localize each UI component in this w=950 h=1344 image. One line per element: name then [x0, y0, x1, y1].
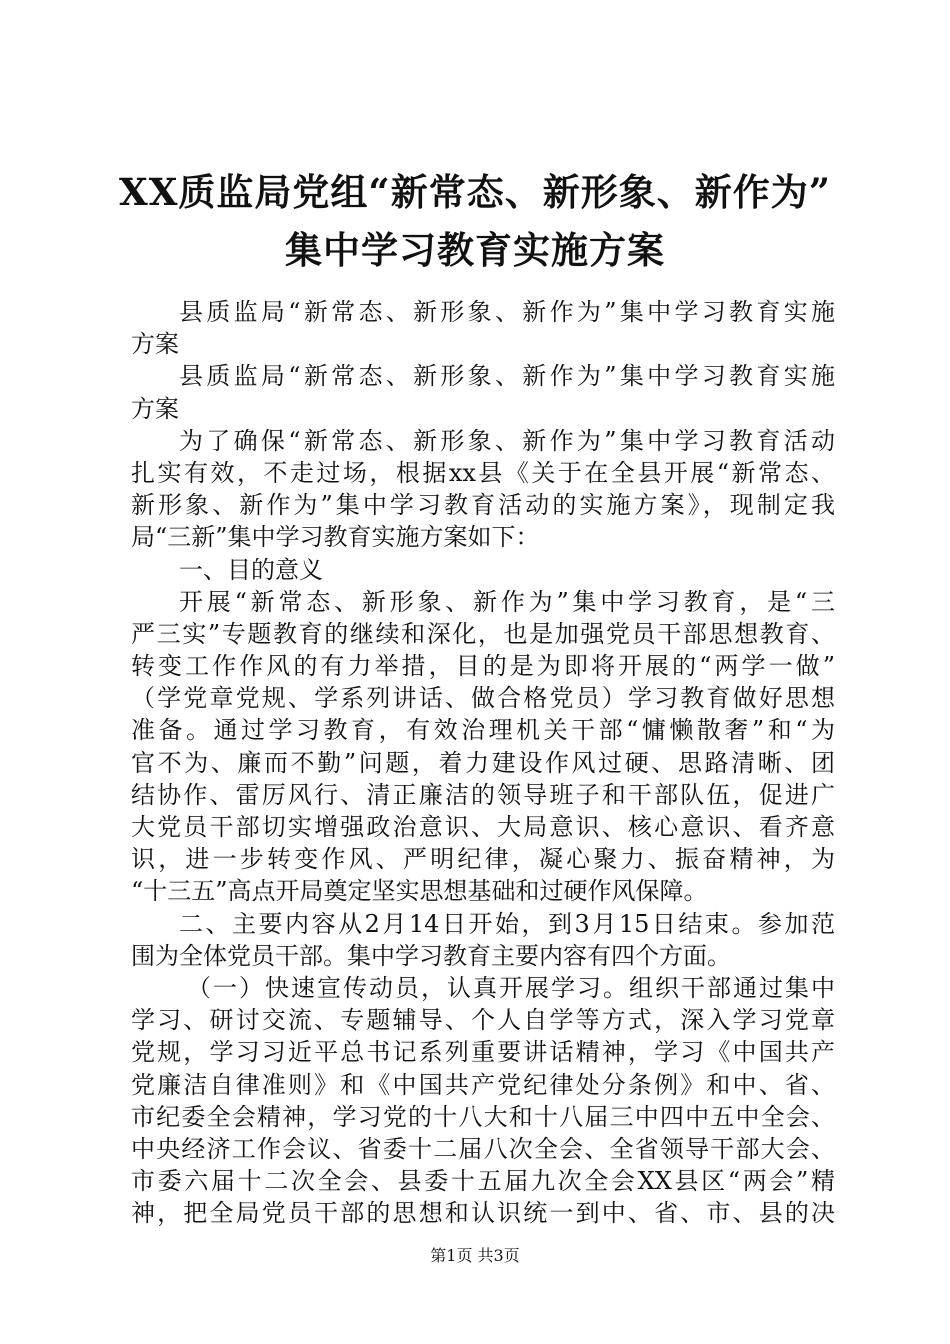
- body-text-line: 市纪委全会精神，学习党的十八大和十八届三中四中五中全会、: [131, 1102, 835, 1131]
- body-text-line: 扎实有效，不走过场，根据xx县《关于在全县开展“新常态、: [131, 458, 835, 487]
- body-text-line: （学党章党规、学系列讲话、做合格党员）学习教育做好思想: [131, 684, 835, 713]
- body-text-line: 准备。通过学习教育，有效治理机关干部“慵懒散奢”和“为: [131, 716, 835, 745]
- body-text-line: 开展“新常态、新形象、新作为”集中学习教育，是“三: [179, 587, 835, 616]
- body-text-line: 为了确保“新常态、新形象、新作为”集中学习教育活动: [179, 426, 835, 455]
- body-text-line: 方案: [131, 330, 179, 359]
- body-text-line: 方案: [131, 394, 179, 423]
- body-text-line: 县质监局“新常态、新形象、新作为”集中学习教育实施: [179, 362, 835, 391]
- body-text-line: 局“三新”集中学习教育实施方案如下：: [131, 523, 540, 552]
- document-title-line-2: 集中学习教育实施方案: [285, 228, 665, 272]
- body-text-line: 围为全体党员干部。集中学习教育主要内容有四个方面。: [131, 941, 731, 970]
- body-text-line: 转变工作作风的有力举措，目的是为即将开展的“两学一做”: [131, 652, 835, 681]
- body-text-line: 党廉洁自律准则》和《中国共产党纪律处分条例》和中、省、: [131, 1070, 835, 1099]
- body-text-line: 大党员干部切实增强政治意识、大局意识、核心意识、看齐意: [131, 813, 835, 841]
- body-text-line: 学习、研讨交流、专题辅导、个人自学等方式，深入学习党章: [131, 1006, 835, 1035]
- body-text-line: 党规，学习习近平总书记系列重要讲话精神，学习《中国共产: [131, 1038, 835, 1067]
- body-text-line: 县质监局“新常态、新形象、新作为”集中学习教育实施: [179, 298, 835, 326]
- body-text-line: （一）快速宣传动员，认真开展学习。组织干部通过集中: [187, 973, 835, 1002]
- document-body: [131, 296, 835, 1229]
- body-text-line: 新形象、新作为”集中学习教育活动的实施方案》，现制定我: [131, 491, 835, 520]
- body-text-line: “十三五”高点开局奠定坚实思想基础和过硬作风保障。: [131, 877, 708, 906]
- body-text-line: 神，把全局党员干部的思想和认识统一到中、省、市、县的决: [131, 1199, 835, 1228]
- page-number-footer: 第1页 共3页: [430, 1246, 520, 1265]
- body-text-line: 识，进一步转变作风、严明纪律，凝心聚力、振奋精神，为: [131, 845, 835, 874]
- body-text-line: 市委六届十二次全会、县委十五届九次全会XX县区“两会”精: [131, 1167, 835, 1196]
- body-text-line: 一、目的意义: [179, 555, 323, 584]
- document-title-line-1: XX质监局党组“新常态、新形象、新作为”: [119, 170, 831, 214]
- body-text-line: 中央经济工作会议、省委十二届八次全会、全省领导干部大会、: [131, 1134, 835, 1163]
- body-text-line: 结协作、雷厉风行、清正廉洁的领导班子和干部队伍，促进广: [131, 780, 835, 809]
- body-text-line: 官不为、廉而不勤”问题，着力建设作风过硬、思路清晰、团: [131, 748, 835, 777]
- body-text-line: 二、主要内容从2月14日开始，到3月15日结束。参加范: [179, 909, 835, 938]
- body-text-line: 严三实”专题教育的继续和深化，也是加强党员干部思想教育、: [131, 619, 835, 648]
